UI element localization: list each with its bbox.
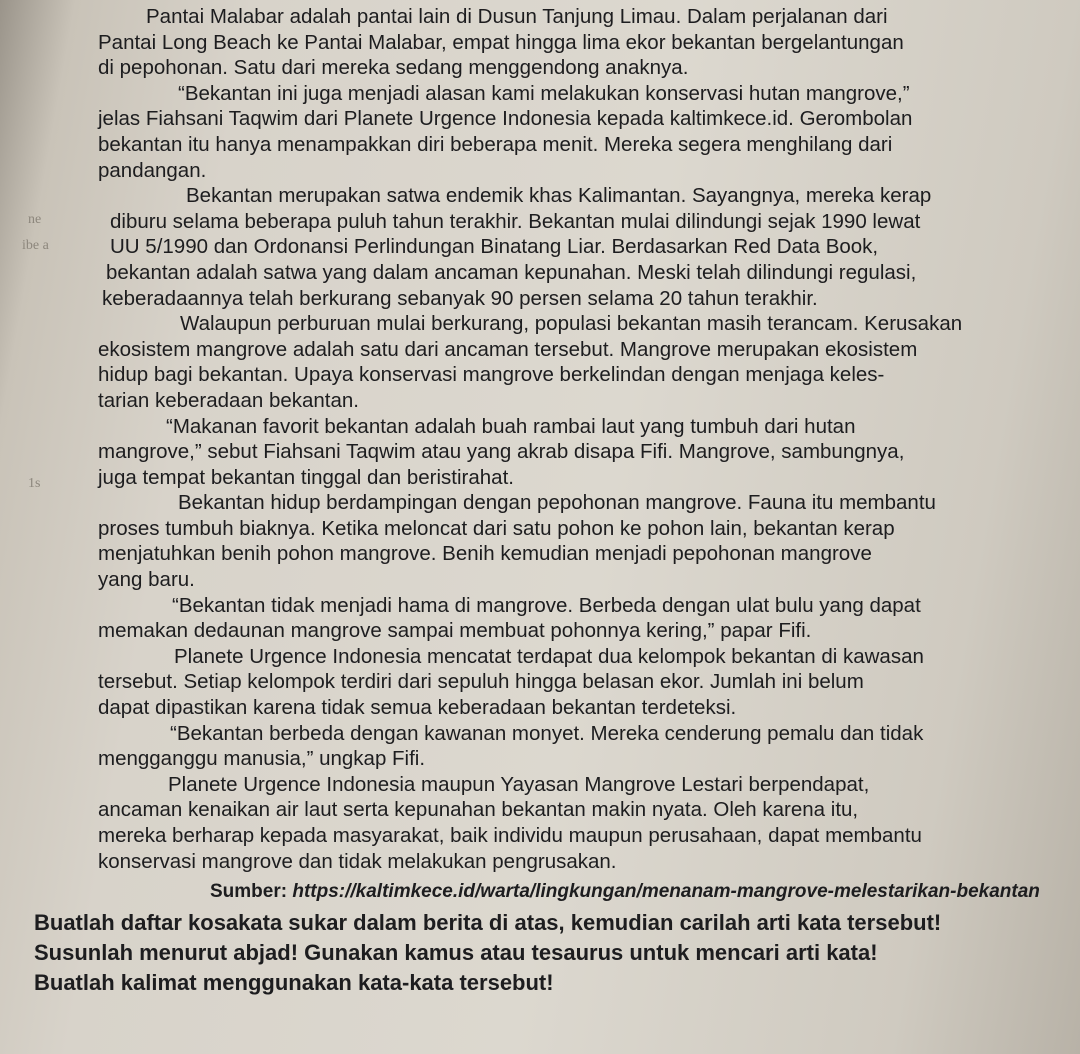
bleed-through-text: 1s xyxy=(28,476,41,491)
text-line: dapat dipastikan karena tidak semua keberadaan bekantan terdeteksi. xyxy=(98,696,737,720)
paragraph-3 xyxy=(40,183,1056,311)
text-line: “Bekantan tidak menjadi hama di mangrove. Berbeda dengan ulat bulu yang dapat xyxy=(172,593,921,617)
text-line: “Bekantan ini juga menjadi alasan kami melakukan konservasi hutan mangrove,” xyxy=(178,81,910,105)
text-line: bekantan itu hanya menampakkan diri beberapa menit. Mereka segera menghilang dari xyxy=(98,132,893,156)
text-line: “Makanan favorit bekantan adalah buah rambai laut yang tumbuh dari hutan xyxy=(166,414,856,438)
text-line: “Bekantan berbeda dengan kawanan monyet. Mereka cenderung pemalu dan tidak xyxy=(170,721,924,745)
text-line: Bekantan merupakan satwa endemik khas Kalimantan. Sayangnya, mereka kerap xyxy=(186,184,932,208)
text-line: memakan dedaunan mangrove sampai membuat pohonnya kering,” papar Fifi. xyxy=(98,619,812,643)
text-line: mengganggu manusia,” ungkap Fifi. xyxy=(98,747,426,771)
text-line: Walaupun perburuan mulai berkurang, populasi bekantan masih terancam. Kerusakan xyxy=(180,312,963,336)
paragraph-1 xyxy=(40,4,1056,81)
bleed-through-text: ibe a xyxy=(22,238,49,253)
text-line: Pantai Long Beach ke Pantai Malabar, empat hingga lima ekor bekantan bergelantungan xyxy=(98,30,904,54)
task-1: Buatlah daftar kosakata sukar dalam berita di atas, kemudian carilah arti kata tersebut! xyxy=(34,910,942,936)
paragraph-7 xyxy=(40,593,1056,644)
source-url: https://kaltimkece.id/warta/lingkungan/menanam-mangrove-melestarikan-bekantan xyxy=(292,881,1040,903)
text-line: tersebut. Setiap kelompok terdiri dari sepuluh hingga belasan ekor. Jumlah ini belum xyxy=(98,670,864,694)
text-line: ancaman kenaikan air laut serta kepunahan bekantan makin nyata. Oleh karena itu, xyxy=(98,798,859,822)
text-line: mangrove,” sebut Fiahsani Taqwim atau yang akrab disapa Fifi. Mangrove, sambungnya, xyxy=(98,440,905,464)
text-line: mereka berharap kepada masyarakat, baik individu maupun perusahaan, dapat membantu xyxy=(98,824,922,847)
text-line: bekantan adalah satwa yang dalam ancaman kepunahan. Meski telah dilindungi regulasi, xyxy=(106,260,917,284)
task-instructions xyxy=(34,908,1056,998)
article xyxy=(40,4,1056,904)
text-line: Planete Urgence Indonesia mencatat terdapat dua kelompok bekantan di kawasan xyxy=(174,644,924,668)
paragraph-6 xyxy=(40,490,1056,592)
task-2: Susunlah menurut abjad! Gunakan kamus atau tesaurus untuk mencari arti kata! xyxy=(34,940,878,966)
text-line: menjatuhkan benih pohon mangrove. Benih kemudian menjadi pepohonan mangrove xyxy=(98,542,872,566)
task-3: Buatlah kalimat menggunakan kata-kata tersebut! xyxy=(34,970,554,996)
bleed-through-text: ne xyxy=(28,212,42,227)
text-line: Pantai Malabar adalah pantai lain di Dusun Tanjung Limau. Dalam perjalanan dari xyxy=(146,5,888,28)
text-line: yang baru. xyxy=(98,568,195,592)
text-line: diburu selama beberapa puluh tahun terakhir. Bekantan mulai dilindungi sejak 1990 lewat xyxy=(110,209,921,233)
text-line: pandangan. xyxy=(98,158,207,182)
paragraph-5 xyxy=(40,414,1056,491)
paragraph-4 xyxy=(40,311,1056,413)
text-line: di pepohonan. Satu dari mereka sedang menggendong anaknya. xyxy=(98,56,689,80)
paragraph-8 xyxy=(40,644,1056,721)
text-line: konservasi mangrove dan tidak melakukan pengrusakan. xyxy=(98,849,617,873)
text-line: juga tempat bekantan tinggal dan beristirahat. xyxy=(98,465,514,489)
text-line: ekosistem mangrove adalah satu dari ancaman tersebut. Mangrove merupakan ekosistem xyxy=(98,337,918,361)
paragraph-2 xyxy=(40,81,1056,183)
text-line: UU 5/1990 dan Ordonansi Perlindungan Binatang Liar. Berdasarkan Red Data Book, xyxy=(110,235,879,259)
text-line: proses tumbuh biaknya. Ketika meloncat dari satu pohon ke pohon lain, bekantan kerap xyxy=(98,516,895,540)
text-line: keberadaannya telah berkurang sebanyak 90 persen selama 20 tahun terakhir. xyxy=(102,286,818,310)
text-line: jelas Fiahsani Taqwim dari Planete Urgence Indonesia kepada kaltimkece.id. Gerombolan xyxy=(98,107,913,131)
source-citation xyxy=(40,880,1056,904)
paragraph-10 xyxy=(40,772,1056,874)
text-line: Bekantan hidup berdampingan dengan pepohonan mangrove. Fauna itu membantu xyxy=(178,491,936,515)
source-label: Sumber: xyxy=(210,881,293,903)
text-line: hidup bagi bekantan. Upaya konservasi mangrove berkelindan dengan menjaga keles- xyxy=(98,363,885,387)
text-line: tarian keberadaan bekantan. xyxy=(98,388,360,412)
text-line: Planete Urgence Indonesia maupun Yayasan Mangrove Lestari berpendapat, xyxy=(168,772,870,796)
paragraph-9 xyxy=(40,721,1056,772)
